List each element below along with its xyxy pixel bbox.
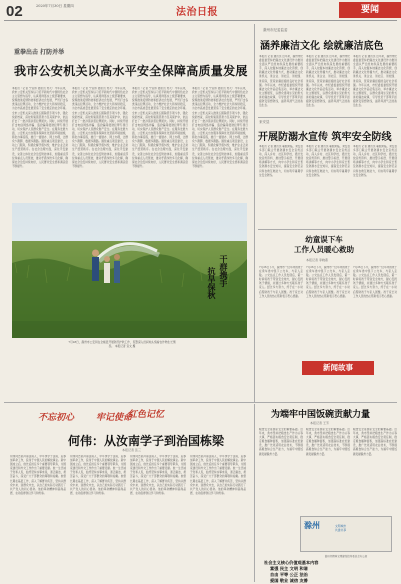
lower-section-rule (4, 402, 397, 403)
story4-headline[interactable] (279, 235, 369, 255)
core-values-box (258, 560, 396, 582)
story3-body-col-1: 本报讯 记者 通讯员 暑假来临，来安县多部门联合开展防溺水安全宣传活动，深入乡村、社区和学校，通过发放宣传资料、悬挂警示标语、开展现场讲解等方式，向中小学生和家长普及防溺水安全知识，提高安全防范意识和自救互救能力，切实筑牢暑期学生安全防线。 (259, 145, 303, 177)
core-values-row-2: 自由 平等 公正 法治 (270, 572, 308, 577)
column-divider (254, 24, 255, 402)
page-number: 02 (6, 3, 23, 20)
story3-kicker: 来安县 (259, 120, 270, 124)
calligraphy-banner (8, 407, 248, 425)
ad-text (335, 524, 346, 532)
photo-credit: 本报记者 宣文 摄 (114, 344, 136, 348)
story4-byline: 本报记者 李晓燕 (306, 258, 328, 262)
core-values-title: 社会主义核心价值观基本内容 (264, 560, 319, 565)
story2-body-col-1: 本报讯 记者 通讯员 近年来，滁州市纪委监委坚持把廉洁文化建设作为推进全面从严治党向纵深发展的重要抓手，深入挖掘本地廉洁文化资源，创新廉洁文化传播方式，推动廉洁文化进机关、进企业、进社区、进校园、进家庭，营造崇廉拒腐的良好社会氛围。今年以来，市纪委监委组织开展廉洁文化作品征集活动，举办廉洁文化主题展览，以群众喜闻乐见的形式讲好廉洁故事，引导党员干部筑牢拒腐防变思想防线，涵养风清气正的政治生态。 (259, 55, 303, 108)
header-rule (4, 20, 397, 21)
lead-body-col-1: 本报讯（记者 宁宣伟 通讯员 郑天）今年以来，我市公安机关坚持以习近平新时代中国特色社会主义思想为指导，认真贯彻落实上级部署要求，统筹推进疫情防控和经济社会发展，严厉打击各类违法犯罪活动，全力维护社会大局持续稳定，为全市高质量发展营造了安全稳定的社会环境。全市公安机关深入推进扫黑除恶专项斗争，强化线索核查，深挖彻查黑恶势力及其保护伞，依法打击了一批涉黑涉恶犯罪团伙。同时，持续开展打击电信网络诈骗、盗抢骗等侵财犯罪专项行动，切实保护人民群众财产安全。在服务发展方面，公安机关出台服务保障优化营商环境措施，简化办事流程，推行一窗通办、网上办理，让群众少跑腿、数据多跑路。围绕重点项目建设，主动上门服务，积极化解矛盾纠纷，维护企业正常生产经营秩序。在社会治理方面，深化平安建设，完善立体化社会治安防控体系，加强重点部位和重点人员管控，推动矛盾纠纷多元化解，确保社会治安持续向好，人民群众安全感和满意度不断提升。 (12, 87, 68, 168)
story6-headline[interactable]: 为端牢中国饭碗贡献力量 (271, 410, 371, 420)
story4-headline-line-2: 工作人员暖心救助 (294, 245, 354, 254)
lead-body-col-3: 本报讯（记者 宁宣伟 通讯员 郑天）今年以来，我市公安机关坚持以习近平新时代中国特色社会主义思想为指导，认真贯彻落实上级部署要求，统筹推进疫情防控和经济社会发展，严厉打击各类违法犯罪活动，全力维护社会大局持续稳定，为全市高质量发展营造了安全稳定的社会环境。全市公安机关深入推进扫黑除恶专项斗争，强化线索核查，深挖彻查黑恶势力及其保护伞，依法打击了一批涉黑涉恶犯罪团伙。同时，持续开展打击电信网络诈骗、盗抢骗等侵财犯罪专项行动，切实保护人民群众财产安全。在服务发展方面，公安机关出台服务保障优化营商环境措施，简化办事流程，推行一窗通办、网上办理，让群众少跑腿、数据多跑路。围绕重点项目建设，主动上门服务，积极化解矛盾纠纷，维护企业正常生产经营秩序。在社会治理方面，深化平安建设，完善立体化社会治安防控体系，加强重点部位和重点人员管控，推动矛盾纠纷多元化解，确保社会治安持续向好，人民群众安全感和满意度不断提升。 (132, 87, 188, 168)
story3-rule (258, 229, 397, 230)
lead-headline[interactable]: 我市公安机关以高水平安全保障高质量发展 (14, 64, 248, 78)
ad-line-1: 文明城市 (335, 524, 347, 528)
story5-body-col-4: 何伟同志是河南汝南人，早年求学于汝南，后参加革命工作，投身于中国人民的解放事业。新中国成立后，他先后担任多个重要领导职务，为国家建设和外交工作作出了重要贡献。他一生忠诚于党和人民，始终坚持实事求是，清正廉洁，艰苦奋斗，深受广大干部群众的尊敬和爱戴。他曾长期在基层工作，深入了解群众疾苦，坚持从群众中来、到群众中去，以自己的实际行动践行了共产党人的初心使命。他的革命精神和高尚品德，永远值得我们学习和传承。 (190, 455, 246, 495)
lower-column-divider (254, 404, 255, 582)
story3-body-col-3: 本报讯 记者 通讯员 暑假来临，来安县多部门联合开展防溺水安全宣传活动，深入乡村、社区和学校，通过发放宣传资料、悬挂警示标语、开展现场讲解等方式，向中小学生和家长普及防溺水安全知识，提高安全防范意识和自救互救能力，切实筑牢暑期学生安全防线。 (353, 145, 397, 177)
calligraphy-1: 不忘初心 (38, 413, 75, 423)
story3-body-col-2: 本报讯 记者 通讯员 暑假来临，来安县多部门联合开展防溺水安全宣传活动，深入乡村、社区和学校，通过发放宣传资料、悬挂警示标语、开展现场讲解等方式，向中小学生和家长普及防溺水安全知识，提高安全防范意识和自救互救能力，切实筑牢暑期学生安全防线。 (306, 145, 350, 177)
lead-body-col-2: 本报讯（记者 宁宣伟 通讯员 郑天）今年以来，我市公安机关坚持以习近平新时代中国特色社会主义思想为指导，认真贯彻落实上级部署要求，统筹推进疫情防控和经济社会发展，严厉打击各类违法犯罪活动，全力维护社会大局持续稳定，为全市高质量发展营造了安全稳定的社会环境。全市公安机关深入推进扫黑除恶专项斗争，强化线索核查，深挖彻查黑恶势力及其保护伞，依法打击了一批涉黑涉恶犯罪团伙。同时，持续开展打击电信网络诈骗、盗抢骗等侵财犯罪专项行动，切实保护人民群众财产安全。在服务发展方面，公安机关出台服务保障优化营商环境措施，简化办事流程，推行一窗通办、网上办理，让群众少跑腿、数据多跑路。围绕重点项目建设，主动上门服务，积极化解矛盾纠纷，维护企业正常生产经营秩序。在社会治理方面，深化平安建设，完善立体化社会治安防控体系，加强重点部位和重点人员管控，推动矛盾纠纷多元化解，确保社会治安持续向好，人民群众安全感和满意度不断提升。 (72, 87, 128, 168)
core-values-row-1: 富强 民主 文明 和谐 (270, 566, 308, 571)
ad-logo: 滁州 (304, 520, 320, 530)
photo-caption (66, 340, 178, 348)
story5-headline[interactable]: 何伟：从汝南学子到治国栋梁 (68, 434, 225, 448)
story4-body-col-3: 7月26日下午，滁州市一位年幼的孩子在乘车途中误下公交车，与家人走散。公交站点工作人员发现后，第一时间将孩子带到安全地方，耐心安抚孩子情绪，并通过多种方式联系孩子家人。经过多方努力，终于在一小时后帮助孩子与家人团聚。孩子家长对工作人员的热心帮助表示衷心感谢。 (353, 266, 397, 298)
story5-byline: 本报记者 张三 (122, 448, 141, 452)
photo-caption-text: 7月28日，滁州市公安局在全椒县开展防汛护秋工作，民警深入田间地头察看农作物生长情况。 (68, 340, 176, 348)
photo-title-line-1: 干群携手 (219, 255, 229, 287)
lead-body-col-4: 本报讯（记者 宁宣伟 通讯员 郑天）今年以来，我市公安机关坚持以习近平新时代中国特色社会主义思想为指导，认真贯彻落实上级部署要求，统筹推进疫情防控和经济社会发展，严厉打击各类违法犯罪活动，全力维护社会大局持续稳定，为全市高质量发展营造了安全稳定的社会环境。全市公安机关深入推进扫黑除恶专项斗争，强化线索核查，深挖彻查黑恶势力及其保护伞，依法打击了一批涉黑涉恶犯罪团伙。同时，持续开展打击电信网络诈骗、盗抢骗等侵财犯罪专项行动，切实保护人民群众财产安全。在服务发展方面，公安机关出台服务保障优化营商环境措施，简化办事流程，推行一窗通办、网上办理，让群众少跑腿、数据多跑路。围绕重点项目建设，主动上门服务，积极化解矛盾纠纷，维护企业正常生产经营秩序。在社会治理方面，深化平安建设，完善立体化社会治安防控体系，加强重点部位和重点人员管控，推动矛盾纠纷多元化解，确保社会治安持续向好，人民群众安全感和满意度不断提升。 (192, 87, 248, 168)
page-header (0, 0, 401, 22)
ad-line-2: 共建共享 (335, 528, 347, 532)
calligraphy-2: 牢记使命 (96, 413, 133, 423)
story2-body-col-3: 本报讯 记者 通讯员 近年来，滁州市纪委监委坚持把廉洁文化建设作为推进全面从严治党向纵深发展的重要抓手，深入挖掘本地廉洁文化资源，创新廉洁文化传播方式，推动廉洁文化进机关、进企业、进社区、进校园、进家庭，营造崇廉拒腐的良好社会氛围。今年以来，市纪委监委组织开展廉洁文化作品征集活动，举办廉洁文化主题展览，以群众喜闻乐见的形式讲好廉洁故事，引导党员干部筑牢拒腐防变思想防线，涵养风清气正的政治生态。 (353, 55, 397, 108)
story4-headline-line-1: 幼童误下车 (305, 235, 343, 244)
story6-body-col-2: 粮食安全是国家安全的重要基础。近年来，我市坚持把粮食生产作为头等大事，严格落实粮食安全责任制，稳定粮食播种面积，加强高标准农田建设，推广先进适用农业技术，不断提高粮食综合生产能力，为端牢中国饭碗贡献滁州力量。 (306, 428, 350, 456)
photo-title (205, 255, 233, 325)
story4-body-col-1: 7月26日下午，滁州市一位年幼的孩子在乘车途中误下公交车，与家人走散。公交站点工作人员发现后，第一时间将孩子带到安全地方，耐心安抚孩子情绪，并通过多种方式联系孩子家人。经过多方努力，终于在一小时后帮助孩子与家人团聚。孩子家长对工作人员的热心帮助表示衷心感谢。 (259, 266, 303, 298)
ad-caption: 滁州市精神文明建设指导委员会办公室 (324, 555, 368, 558)
news-story-banner: 新闻故事 (302, 361, 374, 375)
story2-headline[interactable]: 涵养廉洁文化 绘就廉洁底色 (260, 41, 384, 52)
calligraphy-3: 红色记忆 (128, 410, 165, 420)
newspaper-logo: 法治日报 (176, 7, 218, 18)
section-tab[interactable]: 要闻 (339, 2, 401, 18)
public-service-ad[interactable] (300, 516, 392, 552)
story5-body-col-3: 何伟同志是河南汝南人，早年求学于汝南，后参加革命工作，投身于中国人民的解放事业。新中国成立后，他先后担任多个重要领导职务，为国家建设和外交工作作出了重要贡献。他一生忠诚于党和人民，始终坚持实事求是，清正廉洁，艰苦奋斗，深受广大干部群众的尊敬和爱戴。他曾长期在基层工作，深入了解群众疾苦，坚持从群众中来、到群众中去，以自己的实际行动践行了共产党人的初心使命。他的革命精神和高尚品德，永远值得我们学习和传承。 (130, 455, 186, 495)
story5-body-col-2: 何伟同志是河南汝南人，早年求学于汝南，后参加革命工作，投身于中国人民的解放事业。新中国成立后，他先后担任多个重要领导职务，为国家建设和外交工作作出了重要贡献。他一生忠诚于党和人民，始终坚持实事求是，清正廉洁，艰苦奋斗，深受广大干部群众的尊敬和爱戴。他曾长期在基层工作，深入了解群众疾苦，坚持从群众中来、到群众中去，以自己的实际行动践行了共产党人的初心使命。他的革命精神和高尚品德，永远值得我们学习和传承。 (70, 455, 126, 495)
core-values-row-3: 爱国 敬业 诚信 友善 (270, 578, 308, 583)
story2-rule (258, 117, 397, 118)
story2-kicker: 滁州市纪委监委 (263, 28, 288, 32)
photo-title-line-2: 抗旱保秋 (207, 267, 217, 299)
lead-kicker: 重拳出击 打防并举 (14, 49, 65, 56)
issue-date: 2020年7月30日 星期四 (36, 4, 74, 8)
story3-headline[interactable]: 开展防溺水宣传 筑牢安全防线 (258, 132, 392, 143)
story6-body-col-3: 粮食安全是国家安全的重要基础。近年来，我市坚持把粮食生产作为头等大事，严格落实粮食安全责任制，稳定粮食播种面积，加强高标准农田建设，推广先进适用农业技术，不断提高粮食综合生产能力，为端牢中国饭碗贡献滁州力量。 (353, 428, 397, 456)
story6-body-col-1: 粮食安全是国家安全的重要基础。近年来，我市坚持把粮食生产作为头等大事，严格落实粮食安全责任制，稳定粮食播种面积，加强高标准农田建设，推广先进适用农业技术，不断提高粮食综合生产能力，为端牢中国饭碗贡献滁州力量。 (259, 428, 303, 456)
story5-body-col-1: 何伟同志是河南汝南人，早年求学于汝南，后参加革命工作，投身于中国人民的解放事业。新中国成立后，他先后担任多个重要领导职务，为国家建设和外交工作作出了重要贡献。他一生忠诚于党和人民，始终坚持实事求是，清正廉洁，艰苦奋斗，深受广大干部群众的尊敬和爱戴。他曾长期在基层工作，深入了解群众疾苦，坚持从群众中来、到群众中去，以自己的实际行动践行了共产党人的初心使命。他的革命精神和高尚品德，永远值得我们学习和传承。 (10, 455, 66, 495)
story6-byline: 本报记者 王芳 (310, 421, 329, 425)
story4-body-col-2: 7月26日下午，滁州市一位年幼的孩子在乘车途中误下公交车，与家人走散。公交站点工作人员发现后，第一时间将孩子带到安全地方，耐心安抚孩子情绪，并通过多种方式联系孩子家人。经过多方努力，终于在一小时后帮助孩子与家人团聚。孩子家长对工作人员的热心帮助表示衷心感谢。 (306, 266, 350, 298)
story2-body-col-2: 本报讯 记者 通讯员 近年来，滁州市纪委监委坚持把廉洁文化建设作为推进全面从严治党向纵深发展的重要抓手，深入挖掘本地廉洁文化资源，创新廉洁文化传播方式，推动廉洁文化进机关、进企业、进社区、进校园、进家庭，营造崇廉拒腐的良好社会氛围。今年以来，市纪委监委组织开展廉洁文化作品征集活动，举办廉洁文化主题展览，以群众喜闻乐见的形式讲好廉洁故事，引导党员干部筑牢拒腐防变思想防线，涵养风清气正的政治生态。 (306, 55, 350, 108)
